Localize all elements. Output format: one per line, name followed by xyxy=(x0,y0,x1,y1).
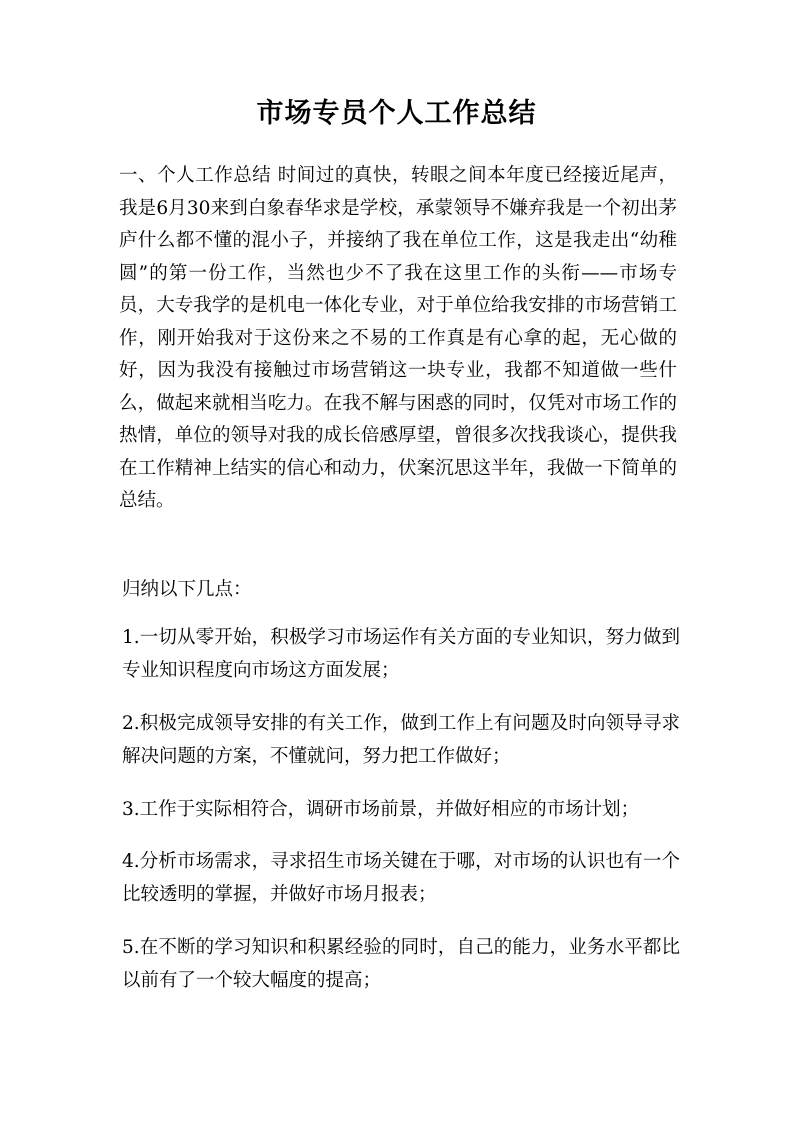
list-item: 1.一切从零开始，积极学习市场运作有关方面的专业知识，努力做到专业知识程度向市场这方面发展； xyxy=(122,627,680,681)
list-item: 3.工作于实际相符合，调研市场前景，并做好相应的市场计划； xyxy=(122,799,640,820)
summary-label: 归纳以下几点： xyxy=(122,579,252,600)
list-item: 2.积极完成领导安排的有关工作，做到工作上有问题及时向领导寻求解决问题的方案，不懂就问，努力把工作做好； xyxy=(122,713,680,767)
list-item: 4.分析市场需求，寻求招生市场关键在于哪，对市场的认识也有一个比较透明的掌握，并做好市场月报表； xyxy=(122,851,680,905)
list-item: 5.在不断的学习知识和积累经验的同时，自己的能力，业务水平都比以前有了一个较大幅度的提高； xyxy=(122,937,680,991)
document-title: 市场专员个人工作总结 xyxy=(256,98,537,129)
intro-paragraph: 一、个人工作总结 时间过的真快，转眼之间本年度已经接近尾声，我是6月30来到白象春华求是学校，承蒙领导不嫌弃我是一个初出茅庐什么都不懂的混小子，并接纳了我在单位工作，这是我走出“幼稚圆”的第一份工作，当然也少不了我在这里工作的头衔——市场专员，大专我学的是机电一体化专业，对于单位给我安排的市场营销工作，刚开始我对于这份来之不易的工作真是有心拿的起，无心做的好，因为我没有接触过市场营销这一块专业，我都不知道做一些什么，做起来就相当吃力。在我不解与困惑的同时，仅凭对市场工作的热情，单位的领导对我的成长倍感厚望，曾很多次找我谈心，提供我在工作精神上结实的信心和动力，伏案沉思这半年，我做一下简单的总结。 xyxy=(119,165,677,511)
